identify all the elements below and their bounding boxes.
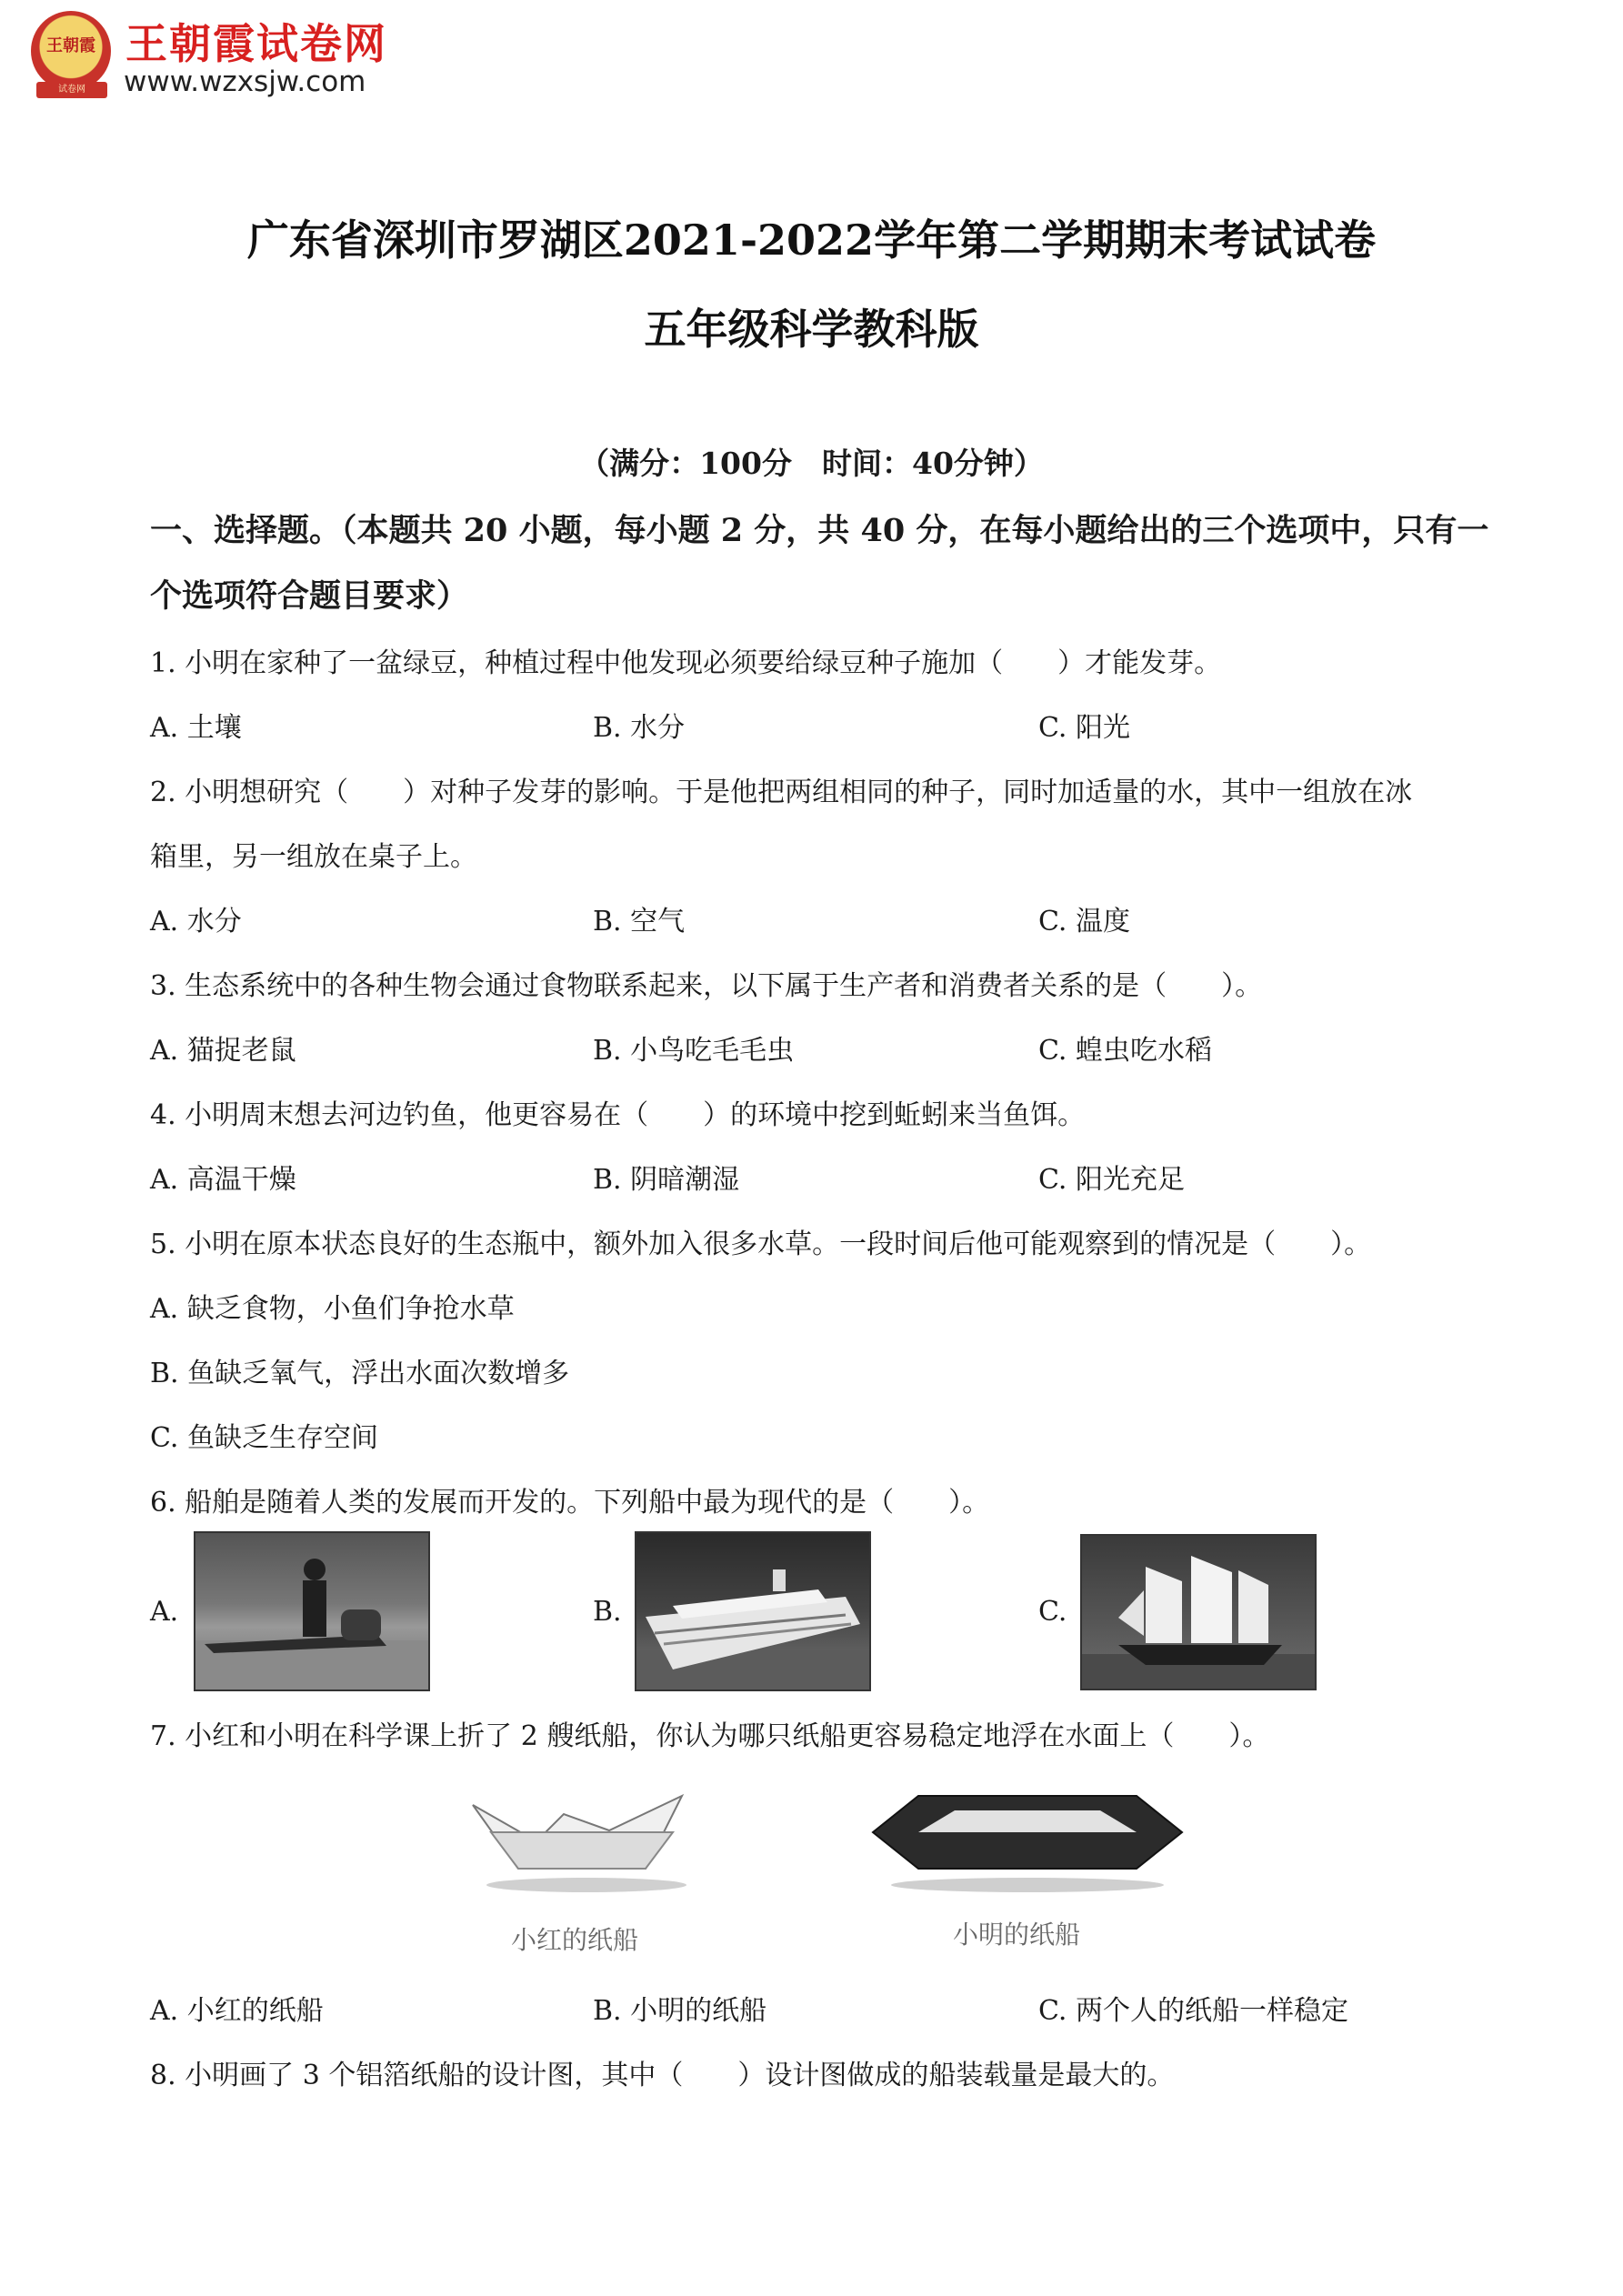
figure-label: 小红的纸船 [511,1925,639,1955]
option-b: B. 小鸟吃毛毛虫 [593,1035,795,1067]
fisherman-raft-photo [194,1531,430,1691]
option-a: A. 猫捉老鼠 [150,1035,296,1067]
question-stem: 2. 小明想研究（ ）对种子发芽的影响。于是他把两组相同的种子，同时加适量的水，其中一组放在冰 [150,777,1413,808]
option-a: A. 高温干燥 [150,1164,296,1196]
option-c: C. 两个人的纸船一样稳定 [1038,1995,1348,2027]
option-a: A. 土壤 [150,712,242,744]
site-logo [27,7,427,107]
brand-name: 王朝霞试卷网 [125,19,387,68]
question-stem: 5. 小明在原本状态良好的生态瓶中，额外加入很多水草。一段时间后他可能观察到的情况是（ ）。 [150,1228,1372,1260]
question-stem-cont: 箱里，另一组放在桌子上。 [150,841,477,873]
question-stem: 1. 小明在家种了一盆绿豆，种植过程中他发现必须要给绿豆种子施加（ ）才能发芽。 [150,647,1222,679]
option-c: C. 温度 [1038,906,1130,937]
option-a: A. 小红的纸船 [150,1995,324,2027]
option-c: C. 阳光充足 [1038,1164,1185,1196]
site-url: www.wzxsjw.com [124,65,366,98]
sailing-ship-photo [1080,1534,1317,1690]
option-c: C. 阳光 [1038,712,1130,744]
option-a: A. 缺乏食物，小鱼们争抢水草 [150,1293,515,1325]
option-c: C. [1038,1596,1067,1628]
section-heading-cont: 个选项符合题目要求） [150,577,469,615]
option-b: B. 空气 [593,906,686,937]
score-time-line: （满分：100分 时间：40分钟） [579,446,1044,481]
seal-emblem-icon: 王朝霞 试卷网 [27,7,118,102]
question-stem: 7. 小红和小明在科学课上折了 2 艘纸船，你认为哪只纸船更容易稳定地浮在水面上（ ）。 [150,1720,1270,1752]
question-stem: 4. 小明周末想去河边钓鱼，他更容易在（ ）的环境中挖到蚯蚓来当鱼饵。 [150,1099,1086,1131]
option-b: B. 小明的纸船 [593,1995,767,2027]
section-heading: 一、选择题。（本题共 20 小题，每小题 2 分，共 40 分，在每小题给出的三个选项中，只有一 [150,512,1489,549]
question-stem: 3. 生态系统中的各种生物会通过食物联系起来，以下属于生产者和消费者关系的是（ ）。 [150,970,1263,1002]
option-c: C. 鱼缺乏生存空间 [150,1422,378,1454]
figure-label: 小明的纸船 [953,1920,1081,1950]
exam-title: 广东省深圳市罗湖区2021-2022学年第二学期期末考试试卷 [246,216,1377,265]
option-c: C. 蝗虫吃水稻 [1038,1035,1212,1067]
exam-subtitle: 五年级科学教科版 [644,305,979,354]
question-stem: 6. 船舶是随着人类的发展而开发的。下列船中最为现代的是（ ）。 [150,1487,990,1519]
option-b: B. 阴暗潮湿 [593,1164,740,1196]
option-b: B. 鱼缺乏氧气，浮出水面次数增多 [150,1358,570,1389]
cruise-ship-photo [635,1531,871,1691]
option-b: B. 水分 [593,712,686,744]
option-a: A. 水分 [150,906,242,937]
option-b: B. [593,1596,622,1628]
question-stem: 8. 小明画了 3 个铝箔纸船的设计图，其中（ ）设计图做成的船装载量是最大的。 [150,2060,1175,2091]
option-a: A. [150,1596,179,1628]
